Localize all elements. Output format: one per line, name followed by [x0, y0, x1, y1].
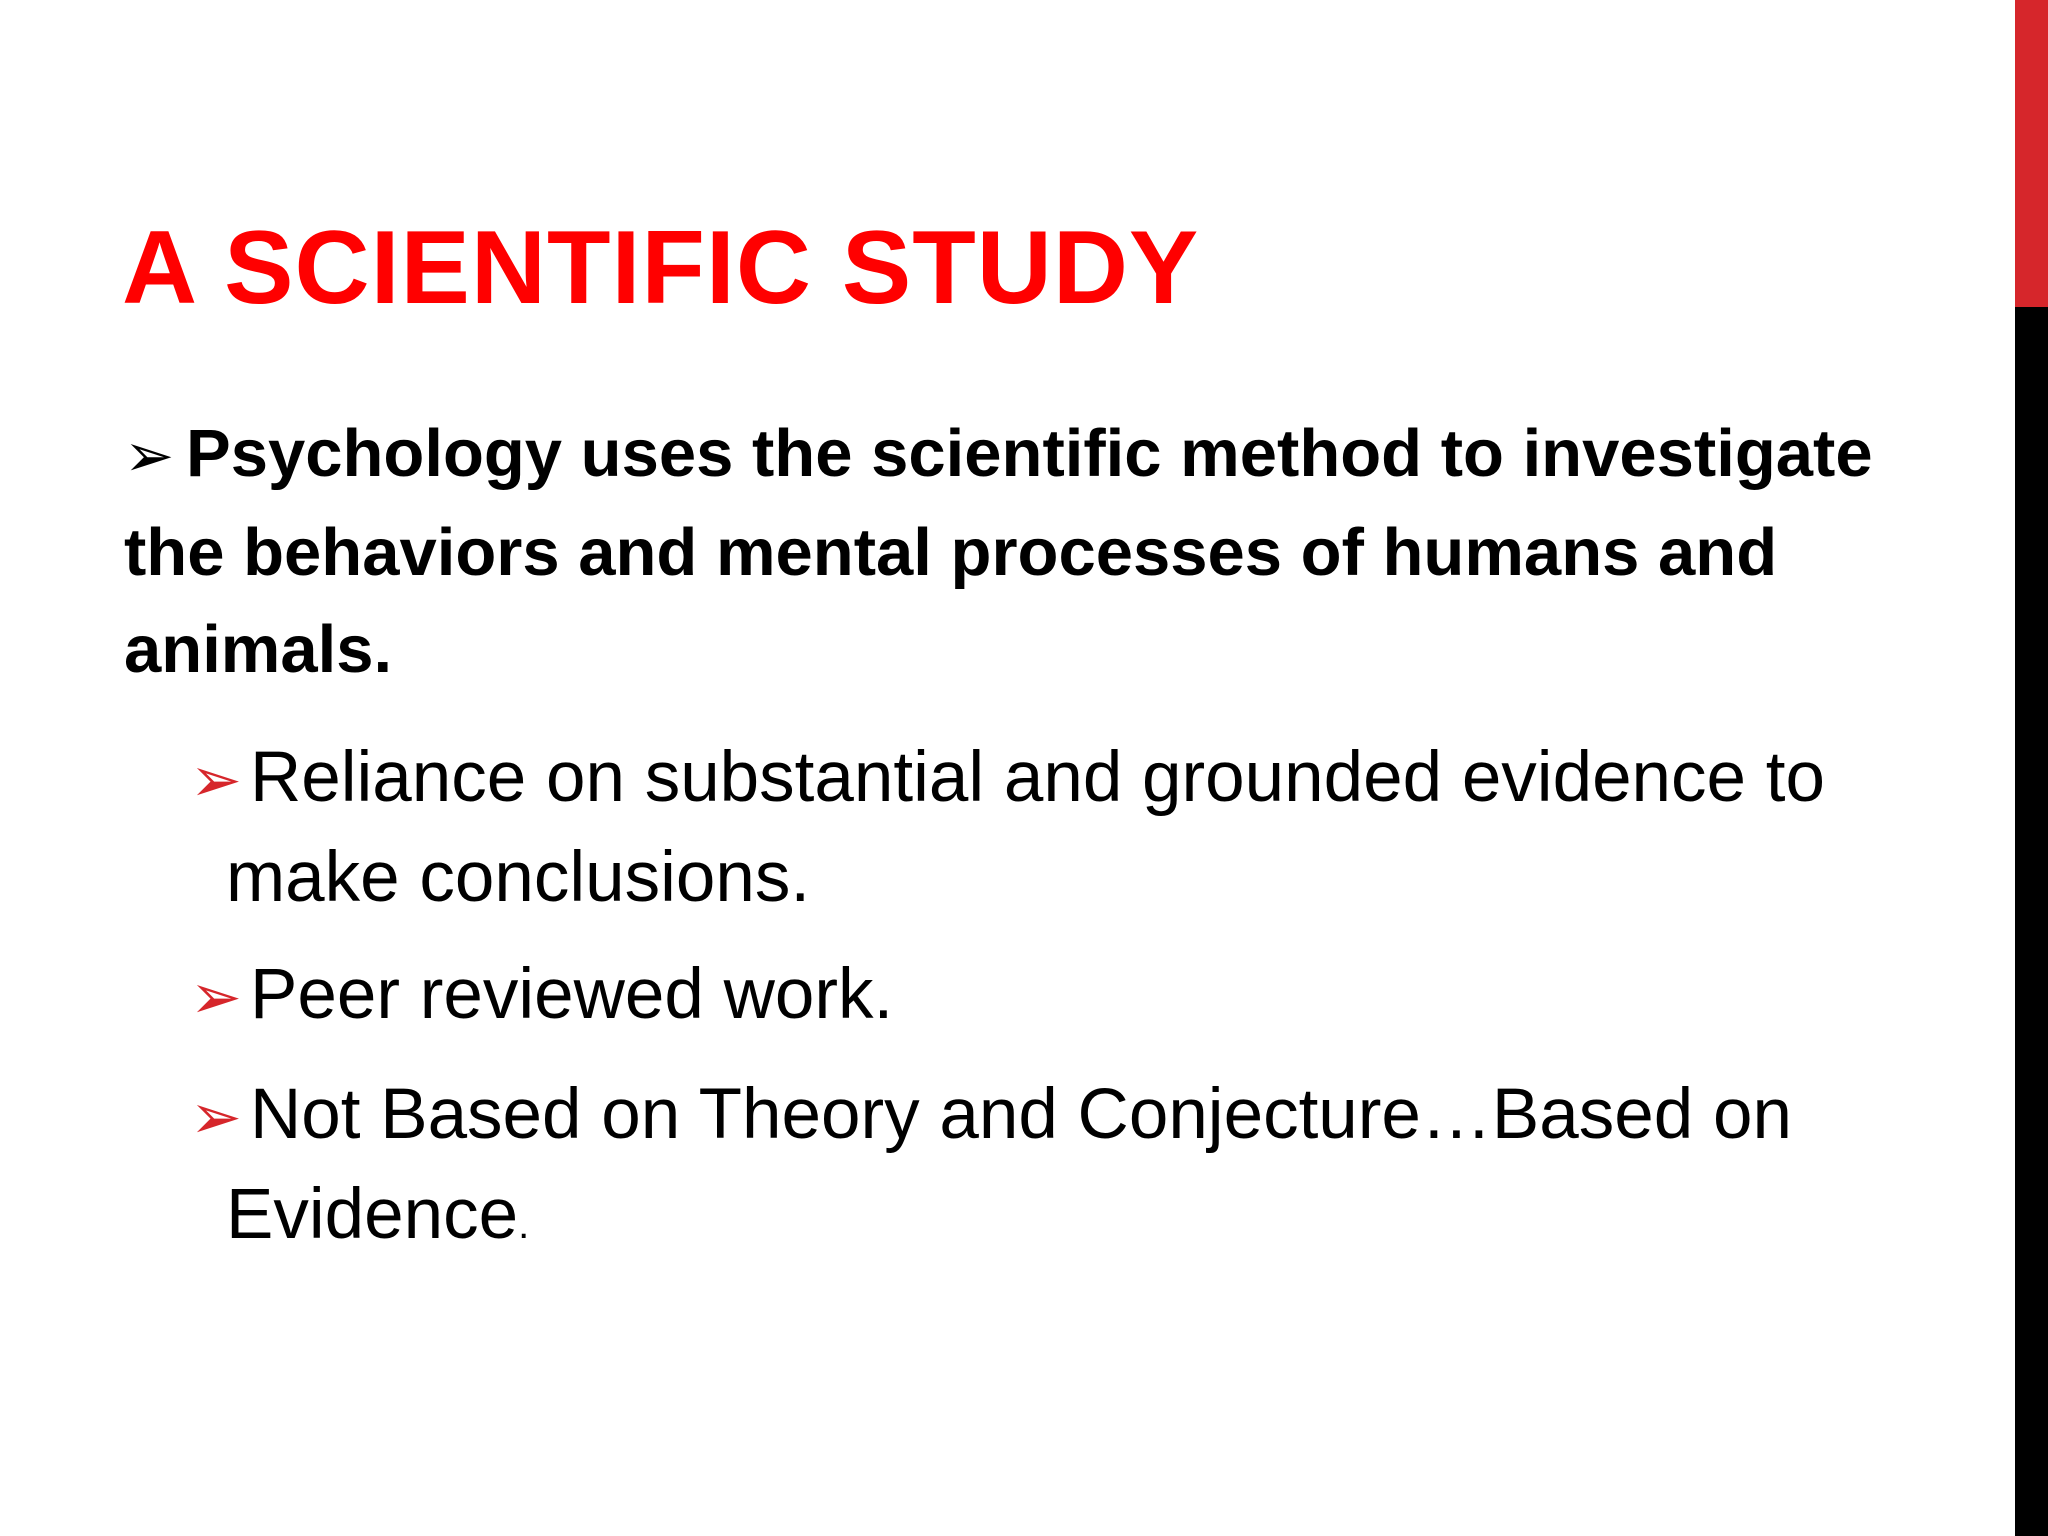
arrowhead-bullet-icon: ➢ — [190, 746, 242, 815]
sub-bullet-trailing-period: . — [518, 1203, 530, 1247]
sub-bullet-item — [190, 729, 1990, 926]
arrowhead-bullet-icon: ➢ — [190, 1083, 242, 1152]
slide-title: A SCIENTIFIC STUDY — [122, 210, 1200, 326]
arrowhead-bullet-icon: ➢ — [124, 422, 175, 489]
main-bullet-text: Psychology uses the scientific method to investigate the behaviors and mental processes of humans and animals. — [124, 416, 1873, 687]
side-accent-bar-black — [2015, 307, 2048, 1536]
sub-bullet-list — [190, 729, 1990, 1294]
main-bullet-point — [124, 405, 1984, 698]
sub-bullet-item — [190, 1066, 1990, 1274]
sub-bullet-text: Reliance on substantial and grounded evidence to make conclusions. — [226, 738, 1825, 917]
sub-bullet-text: Peer reviewed work. — [250, 955, 894, 1034]
side-accent-bar-red — [2015, 0, 2048, 307]
sub-bullet-text: Not Based on Theory and Conjecture…Based on Evidence — [226, 1075, 1792, 1254]
arrowhead-bullet-icon: ➢ — [190, 963, 242, 1032]
sub-bullet-item — [190, 946, 1990, 1046]
